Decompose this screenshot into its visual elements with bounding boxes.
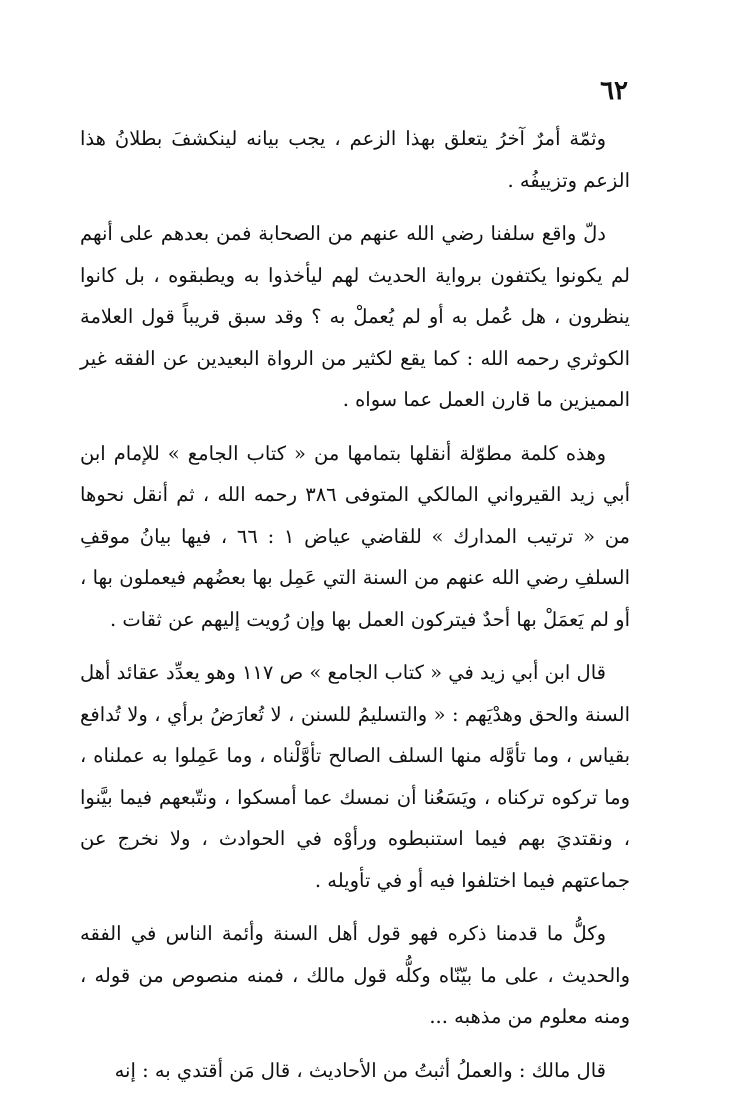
paragraph-6: قال مالك : والعملُ أثبتُ من الأحاديث ، قال مَن أقتدي به : إنه — [114, 1058, 606, 1082]
page-number: ٦٢ — [600, 76, 628, 106]
paragraph-1: وثمّة أمرٌ آخرُ يتعلق بهذا الزعم ، يجب بيانه لينكشفَ بطلانُ هذا الزعم وتزييفُه . — [80, 127, 630, 192]
paragraph-2: دلّ واقع سلفنا رضي الله عنهم من الصحابة فمن بعدهم على أنهم لم يكونوا يكتفون برواية الحديث لهم ليأخذوا به ويطبقوه ، بل كانوا ينظرون ، هل عُمل به أو لم يُعملْ به ؟ وقد سبق قريباً قول العلامة الكوثري رحمه الله : كما يقع لكثير من الرواة البعيدين عن الفقه غير المميزين ما قارن العمل عما سواه . — [80, 222, 630, 411]
paragraph-5: وكلُّ ما قدمنا ذكره فهو قول أهل السنة وأئمة الناس في الفقه والحديث ، على ما بيّنّاه وكلُّه قول مالك ، فمنه منصوص من قوله ، ومنه معلوم من مذهبه ... — [80, 922, 630, 1028]
body-text — [80, 118, 630, 1103]
paragraph-4: قال ابن أبي زيد في « كتاب الجامع » ص ١١٧ وهو يعدِّد عقائد أهل السنة والحق وهدْيَهم : « والتسليمُ للسنن ، لا تُعارَضُ برأي ، ولا تُدافع بقياس ، وما تأوَّله منها السلف الصالح تأوَّلْناه ، وما عَمِلوا به عملناه ، وما تركوه تركناه ، ويَسَعُنا أن نمسك عما أمسكوا ، ونتّبعهم فيما بيَّنوا ، ونقتديَ بهم فيما استنبطوه ورأوْه في الحوادث ، ولا نخرج عن جماعتهم فيما اختلفوا فيه أو في تأويله . — [80, 661, 630, 892]
paragraph-3: وهذه كلمة مطوّلة أنقلها بتمامها من « كتاب الجامع » للإمام ابن أبي زيد القيرواني المالكي المتوفى ٣٨٦ رحمه الله ، ثم أنقل نحوها من « ترتيب المدارك » للقاضي عياض ١ : ٦٦ ، فيها بيانُ موقفِ السلفِ رضي الله عنهم من السنة التي عَمِل بها بعضُهم فيعملون بها ، أو لم يَعمَلْ بها أحدٌ فيتركون العمل بها وإن رُويت إليهم عن ثقات . — [80, 441, 631, 631]
